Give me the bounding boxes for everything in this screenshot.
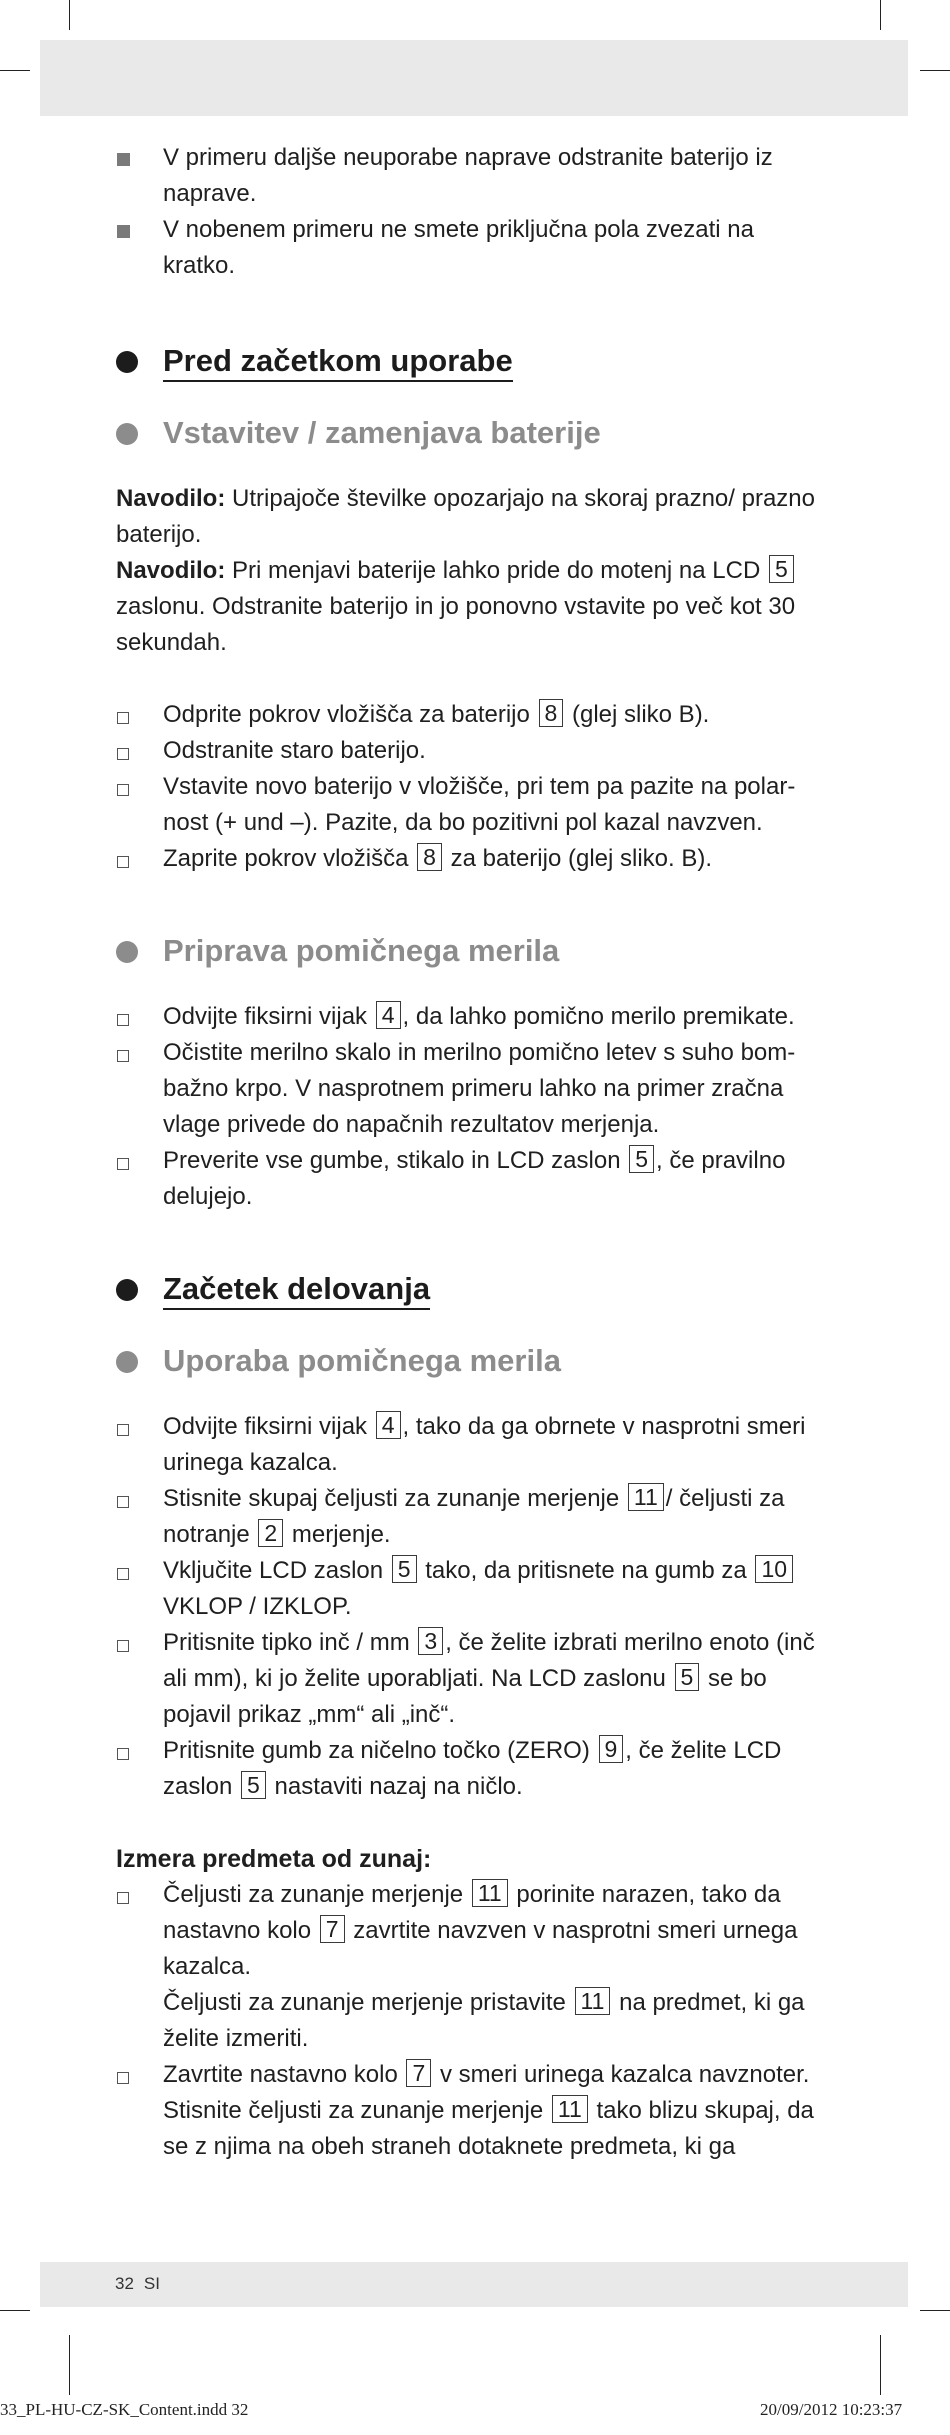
ref-number: 10: [755, 1555, 793, 1583]
page-content: [116, 140, 832, 2165]
ref-number: 4: [376, 1411, 401, 1439]
list-item: Pritisnite tipko inč / mm 3 , če želite izbrati merilno enoto (inč ali mm), ki jo želite uporabljati. Na LCD zaslonu 5 se bo pojavil prikaz „mm“ ali „inč“.: [116, 1625, 832, 1733]
ref-number: 5: [392, 1555, 417, 1583]
ref-number: 5: [241, 1771, 266, 1799]
crop-mark: [880, 2335, 881, 2395]
subsection-heading: Priprava pomičnega merila: [116, 931, 832, 971]
crop-mark: [69, 0, 70, 30]
subsection-heading: Uporaba pomičnega merila: [116, 1341, 832, 1381]
list-item: Odstranite staro baterijo.: [116, 733, 832, 769]
prep-steps: [116, 999, 832, 1215]
ref-number: 7: [320, 1915, 345, 1943]
ref-number: 5: [629, 1145, 654, 1173]
crop-mark: [920, 70, 950, 71]
ref-number: 4: [376, 1001, 401, 1029]
list-item: Odprite pokrov vložišča za baterijo 8 (glej sliko B).: [116, 697, 832, 733]
language-code: SI: [143, 2274, 160, 2293]
list-item: Stisnite skupaj čeljusti za zunanje merjenje 11 / čeljusti za notranje 2 merjenje.: [116, 1481, 832, 1553]
note-label: Navodilo:: [116, 485, 226, 512]
list-item: Preverite vse gumbe, stikalo in LCD zaslon 5 , če pravilno delujejo.: [116, 1143, 832, 1215]
list-item: Zavrtite nastavno kolo 7 v smeri urinega kazalca navznoter. Stisnite čeljusti za zunanje merjenje 11 tako blizu skupaj, da se z njima na obeh straneh dotaknete predmeta, ki ga: [116, 2057, 832, 2165]
note: [116, 481, 832, 553]
print-date: 20/09/2012 10:23:37: [760, 2400, 903, 2419]
list-item: Pritisnite gumb za ničelno točko (ZERO) 9 , če želite LCD zaslon 5 nastaviti nazaj na ničlo.: [116, 1733, 832, 1805]
crop-mark: [880, 0, 881, 30]
ref-number: 3: [418, 1627, 443, 1655]
crop-mark: [920, 2310, 950, 2311]
ref-number: 7: [406, 2059, 431, 2087]
note: Navodilo: Pri menjavi baterije lahko pride do motenj na LCD 5 zaslonu. Odstranite baterijo in jo ponovno vstavite po več kot 30 sekundah.: [116, 556, 796, 656]
ref-number: 8: [417, 843, 442, 871]
crop-mark: [0, 70, 30, 71]
list-item: V nobenem primeru ne smete priključna pola zvezati na kratko.: [116, 212, 832, 284]
ref-number: 9: [599, 1735, 624, 1763]
ref-number: 11: [575, 1987, 611, 2015]
note-label: Navodilo:: [116, 557, 226, 584]
print-file-info: 33_PL-HU-CZ-SK_Content.indd 32: [0, 2400, 249, 2419]
section-heading: Pred začetkom uporabe: [116, 341, 832, 381]
list-item: Odvijte fiksirni vijak 4 , tako da ga obrnete v nasprotni smeri urinega kazalca.: [116, 1409, 832, 1481]
list-item: Vstavite novo baterijo v vložišče, pri tem pa pazite na polar-nost (+ und –). Pazite, da bo pozitivni pol kazal navzven.: [116, 769, 832, 841]
ref-number: 11: [628, 1483, 664, 1511]
list-item: Odvijte fiksirni vijak 4 , da lahko pomično merilo premikate.: [116, 999, 832, 1035]
ref-number: 11: [472, 1879, 508, 1907]
use-steps: [116, 1409, 832, 1805]
subsection-heading: Vstavitev / zamenjava baterije: [116, 413, 832, 453]
ref-number: 8: [539, 699, 564, 727]
list-item: Čeljusti za zunanje merjenje 11 porinite narazen, tako da nastavno kolo 7 zavrtite navzven v nasprotni smeri urnega kazalca. Čeljusti za zunanje merjenje pristavite 11 na predmet, ki ga želite izmeriti.: [116, 1877, 832, 2057]
list-item: V primeru daljše neuporabe naprave odstranite baterijo iz naprave.: [116, 140, 832, 212]
outside-steps: [116, 1877, 832, 2165]
list-item: Očistite merilno skalo in merilno pomično letev s suho bom-bažno krpo. V nasprotnem primeru lahko na primer zračna vlage privede do napačnih rezultatov merjenja.: [116, 1035, 832, 1143]
crop-mark: [69, 2335, 70, 2395]
ref-number: 2: [258, 1519, 283, 1547]
ref-number: 5: [675, 1663, 700, 1691]
page-number-value: 32: [115, 2274, 134, 2293]
footer-band: [40, 2262, 908, 2307]
battery-steps: [116, 697, 832, 877]
subheading-outside: Izmera predmeta od zunaj:: [116, 1845, 432, 1873]
section-heading: Začetek delovanja: [116, 1269, 832, 1309]
safety-list: [116, 140, 832, 284]
list-item: Vključite LCD zaslon 5 tako, da pritisnete na gumb za 10 VKLOP / IZKLOP.: [116, 1553, 832, 1625]
header-band: [40, 40, 908, 116]
ref-number: 11: [552, 2095, 588, 2123]
page-number: [115, 2266, 170, 2302]
crop-mark: [0, 2310, 30, 2311]
note-text: Utripajoče številke opozarjajo na skoraj prazno/ prazno baterijo.: [116, 485, 815, 548]
ref-number: 5: [769, 555, 794, 583]
list-item: Zaprite pokrov vložišča 8 za baterijo (glej sliko. B).: [116, 841, 832, 877]
